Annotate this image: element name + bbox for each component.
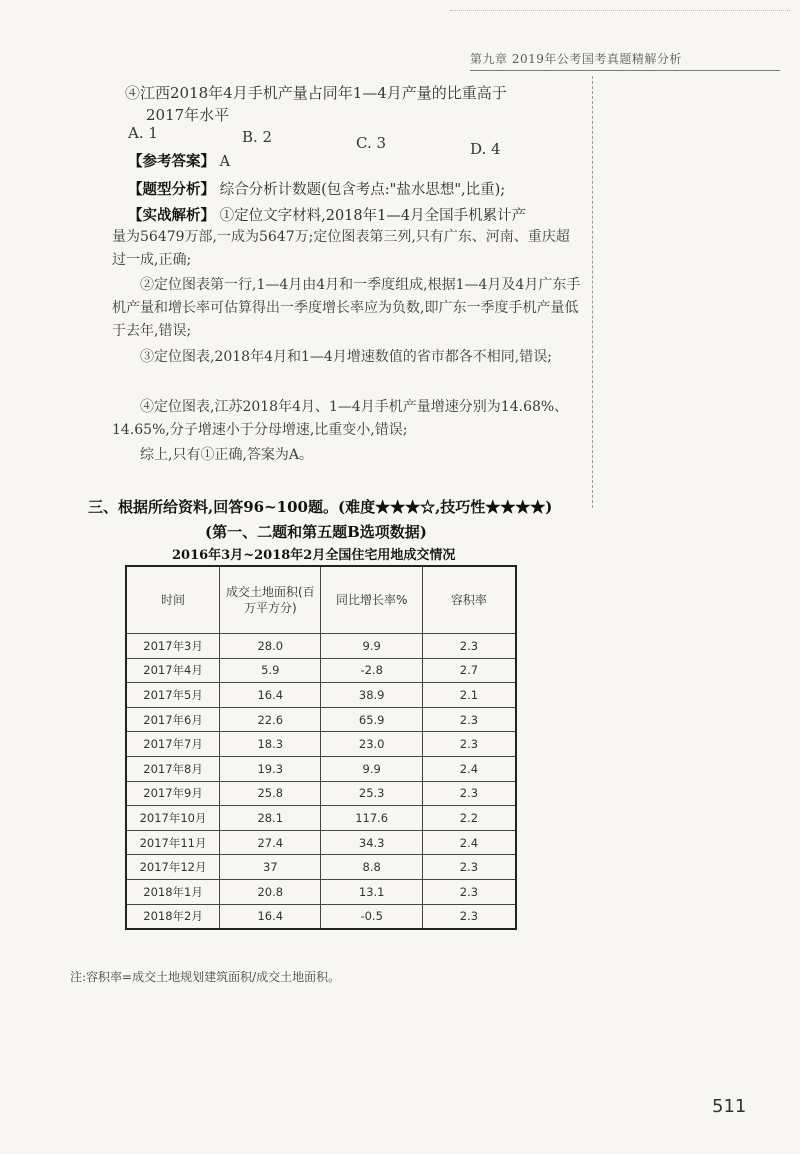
- table-row: [126, 658, 516, 683]
- cell-area: 28.0: [220, 634, 321, 659]
- cell-time: 2017年10月: [126, 806, 220, 831]
- cell-area: 22.6: [220, 707, 321, 732]
- cell-growth: 34.3: [321, 830, 422, 855]
- cell-growth: 65.9: [321, 707, 422, 732]
- solution-paragraph-1: 量为56479万部,一成为5647万;定位图表第三列,只有广东、河南、重庆超过一成,正确;: [112, 229, 570, 268]
- answer-label: 【参考答案】: [128, 153, 215, 170]
- table-row: [126, 904, 516, 929]
- page-number: 511: [712, 1096, 747, 1117]
- solution-paragraph-3: ③定位图表,2018年4月和1—4月增速数值的省市都各不相同,错误;: [140, 349, 552, 365]
- answer-value: A: [219, 154, 231, 170]
- cell-far: 2.4: [422, 756, 516, 781]
- cell-area: 20.8: [220, 879, 321, 904]
- header-rule: [470, 70, 780, 71]
- cell-growth: 38.9: [321, 683, 422, 708]
- cell-far: 2.1: [422, 683, 516, 708]
- cell-growth: 117.6: [321, 806, 422, 831]
- running-header: 第九章 2019年公考国考真题精解分析: [470, 52, 682, 66]
- cell-growth: -2.8: [321, 658, 422, 683]
- cell-time: 2018年1月: [126, 879, 220, 904]
- table-body: [126, 634, 516, 930]
- cell-area: 25.8: [220, 781, 321, 806]
- option-b: B. 2: [242, 128, 273, 146]
- table-row: [126, 879, 516, 904]
- cell-growth: 13.1: [321, 879, 422, 904]
- analysis-type-value: 综合分析计数题(包含考点:"盐水思想",比重);: [219, 182, 506, 198]
- cell-area: 28.1: [220, 806, 321, 831]
- header-area: 成交土地面积(百万平方分): [220, 566, 321, 634]
- table-row: [126, 634, 516, 659]
- cell-time: 2017年8月: [126, 756, 220, 781]
- cell-growth: -0.5: [321, 904, 422, 929]
- cell-far: 2.3: [422, 707, 516, 732]
- question-line-1: ④江西2018年4月手机产量占同年1—4月产量的比重高于: [125, 84, 507, 102]
- margin-dashed-line: [592, 76, 593, 508]
- cell-time: 2017年3月: [126, 634, 220, 659]
- cell-area: 37: [220, 855, 321, 880]
- cell-area: 27.4: [220, 830, 321, 855]
- cell-area: 16.4: [220, 904, 321, 929]
- section-subnote: (第一、二题和第五题B选项数据): [205, 523, 427, 541]
- cell-area: 19.3: [220, 756, 321, 781]
- table-header-row: [126, 566, 516, 634]
- solution-paragraph-4: ④定位图表,江苏2018年4月、1—4月手机产量增速分别为14.68%、14.65%,分子增速小于分母增速,比重变小,错误;: [112, 399, 569, 438]
- top-dotted-rule: [450, 10, 790, 11]
- analysis-type-label: 【题型分析】: [128, 181, 215, 198]
- header-time: 时间: [126, 566, 220, 634]
- cell-far: 2.3: [422, 781, 516, 806]
- table-note: 注:容积率=成交土地规划建筑面积/成交土地面积。: [70, 970, 341, 984]
- cell-growth: 23.0: [321, 732, 422, 757]
- cell-growth: 8.8: [321, 855, 422, 880]
- solution-label: 【实战解析】: [128, 207, 215, 224]
- table-row: [126, 732, 516, 757]
- cell-time: 2017年7月: [126, 732, 220, 757]
- cell-area: 16.4: [220, 683, 321, 708]
- cell-far: 2.3: [422, 634, 516, 659]
- table-row: [126, 781, 516, 806]
- cell-far: 2.3: [422, 855, 516, 880]
- cell-growth: 9.9: [321, 756, 422, 781]
- table-row: [126, 756, 516, 781]
- cell-growth: 9.9: [321, 634, 422, 659]
- cell-far: 2.4: [422, 830, 516, 855]
- table-row: [126, 830, 516, 855]
- cell-far: 2.3: [422, 732, 516, 757]
- solution-block: [128, 204, 526, 225]
- cell-far: 2.2: [422, 806, 516, 831]
- question-line-2: 2017年水平: [146, 106, 230, 124]
- solution-paragraph-2: ②定位图表第一行,1—4月由4月和一季度组成,根据1—4月及4月广东手机产量和增长率可估算得出一季度增长率应为负数,即广东一季度手机产量低于去年,错误;: [112, 277, 581, 339]
- section-heading: 三、根据所给资料,回答96~100题。(难度★★★☆,技巧性★★★★): [88, 498, 553, 516]
- table-row: [126, 806, 516, 831]
- table-title: 2016年3月~2018年2月全国住宅用地成交情况: [172, 548, 456, 563]
- cell-time: 2017年4月: [126, 658, 220, 683]
- cell-area: 18.3: [220, 732, 321, 757]
- option-c: C. 3: [356, 134, 387, 152]
- cell-time: 2018年2月: [126, 904, 220, 929]
- cell-far: 2.3: [422, 904, 516, 929]
- cell-time: 2017年6月: [126, 707, 220, 732]
- cell-far: 2.3: [422, 879, 516, 904]
- solution-paragraph-5: 综上,只有①正确,答案为A。: [140, 447, 314, 463]
- table-row: [126, 707, 516, 732]
- cell-time: 2017年12月: [126, 855, 220, 880]
- solution-first-line: ①定位文字材料,2018年1—4月全国手机累计产: [219, 208, 527, 224]
- table-row: [126, 683, 516, 708]
- cell-time: 2017年9月: [126, 781, 220, 806]
- header-growth: 同比增长率%: [321, 566, 422, 634]
- data-table: [125, 565, 517, 930]
- cell-time: 2017年11月: [126, 830, 220, 855]
- header-far: 容积率: [422, 566, 516, 634]
- option-a: A. 1: [128, 124, 158, 142]
- answer-block: [128, 150, 230, 171]
- cell-time: 2017年5月: [126, 683, 220, 708]
- cell-area: 5.9: [220, 658, 321, 683]
- cell-growth: 25.3: [321, 781, 422, 806]
- table-row: [126, 855, 516, 880]
- analysis-type-block: [128, 178, 505, 199]
- option-d: D. 4: [470, 140, 501, 158]
- cell-far: 2.7: [422, 658, 516, 683]
